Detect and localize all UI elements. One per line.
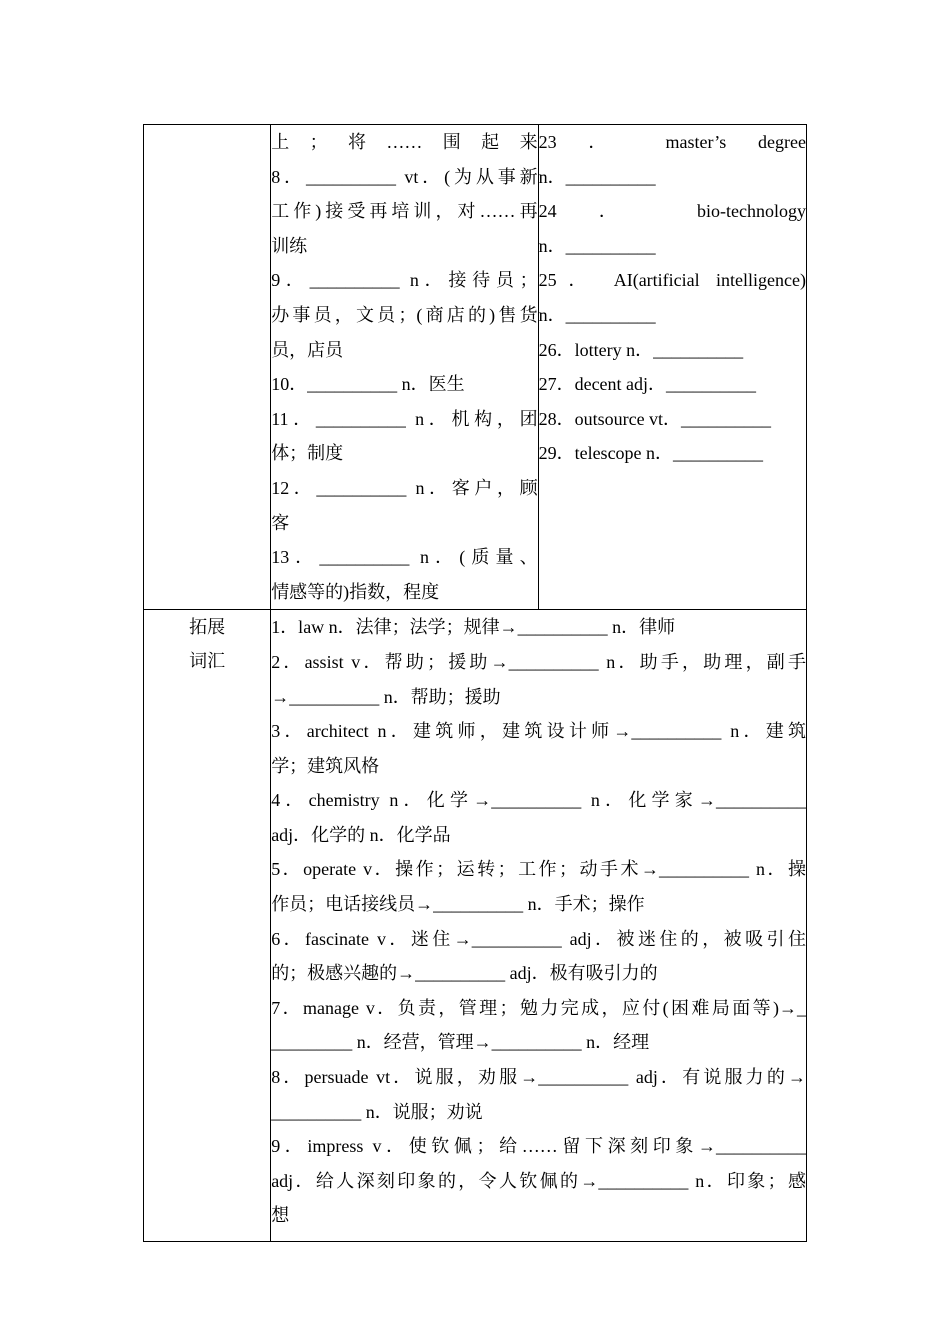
expand-vocab-list — [271, 610, 807, 1242]
list-line: →__________ n．帮助；援助 — [271, 686, 501, 707]
word-list-left — [271, 125, 538, 610]
word-list-right — [538, 125, 806, 610]
list-line: _________ n．经营，管理→__________ n．经理 — [271, 1032, 650, 1053]
list-line: 29．telescope n．__________ — [538, 443, 764, 464]
list-line: 27．decent adj．__________ — [538, 374, 757, 395]
list-line: 6．fascinate v．迷住→__________ adj．被迷住的，被吸引住 — [271, 928, 806, 949]
list-line: 4．chemistry n．化学→__________ n．化学家→__________ — [271, 790, 806, 811]
list-line: 作员；电话接线员→__________ n．手术；操作 — [271, 894, 645, 915]
list-line: n．__________ — [538, 166, 656, 187]
list-line: 12．__________ n．客户，顾 — [271, 477, 538, 498]
list-line: 11．__________ n．机构，团 — [271, 408, 538, 429]
list-line: 8．__________ vt．(为从事新 — [271, 166, 538, 187]
list-line: 客 — [271, 512, 290, 533]
list-line: 7．manage v．负责，管理；勉力完成，应付(困难局面等)→_ — [271, 997, 806, 1018]
list-line: 24 ． bio-technology — [538, 201, 806, 222]
list-line: 员，店员 — [271, 339, 344, 360]
list-line: 想 — [271, 1205, 290, 1226]
list-line: 1．law n．法律；法学；规律→__________ n．律师 — [271, 617, 676, 638]
list-line: 10．__________ n．医生 — [271, 374, 465, 395]
section-label — [144, 610, 271, 1242]
list-line: 28．outsource vt．__________ — [538, 408, 772, 429]
list-line: 26．lottery n．__________ — [538, 339, 744, 360]
list-line: 办事员，文员；(商店的)售货 — [271, 304, 538, 325]
list-line: 学；建筑风格 — [271, 755, 380, 776]
list-line: adj．化学的 n．化学品 — [271, 824, 451, 845]
list-line: 的；极感兴趣的→__________ adj．极有吸引力的 — [271, 963, 658, 984]
list-line: 13．__________ n．(质量、 — [271, 547, 538, 568]
list-line: 2．assist v．帮助；援助→__________ n．助手，助理，副手 — [271, 651, 806, 672]
list-line: 工作)接受再培训，对……再 — [271, 201, 538, 222]
list-line: 25． AI(artificial intelligence) — [538, 270, 806, 291]
list-line: adj．给人深刻印象的，令人钦佩的→__________ n．印象；感 — [271, 1170, 806, 1191]
vocabulary-table — [143, 124, 807, 1242]
list-line: 情感等的)指数，程度 — [271, 581, 440, 602]
section-label-line2: 词汇 — [189, 651, 226, 672]
section-label-line1: 拓展 — [189, 617, 226, 638]
list-line: 23 ． master’s degree — [538, 132, 806, 152]
list-line: 9．__________ n．接待员； — [271, 270, 538, 291]
list-line: 8．persuade vt．说服，劝服→__________ adj．有说服力的→ — [271, 1067, 806, 1088]
list-line: n．__________ — [538, 235, 656, 256]
list-line: 训练 — [271, 235, 308, 256]
list-line: n．__________ — [538, 304, 656, 325]
label-cell-empty — [144, 125, 271, 610]
list-line: 9．impress v．使钦佩；给……留下深刻印象→__________ — [271, 1136, 806, 1157]
table-row — [144, 610, 807, 1242]
list-line: 上；将……围起来 — [271, 132, 538, 152]
list-line: 5．operate v．操作；运转；工作；动手术→__________ n．操 — [271, 859, 806, 880]
list-line: 体；制度 — [271, 443, 344, 464]
list-line: 3．architect n．建筑师，建筑设计师→__________ n．建筑 — [271, 721, 806, 742]
table-row — [144, 125, 807, 610]
list-line: __________ n．说服；劝说 — [271, 1101, 483, 1122]
